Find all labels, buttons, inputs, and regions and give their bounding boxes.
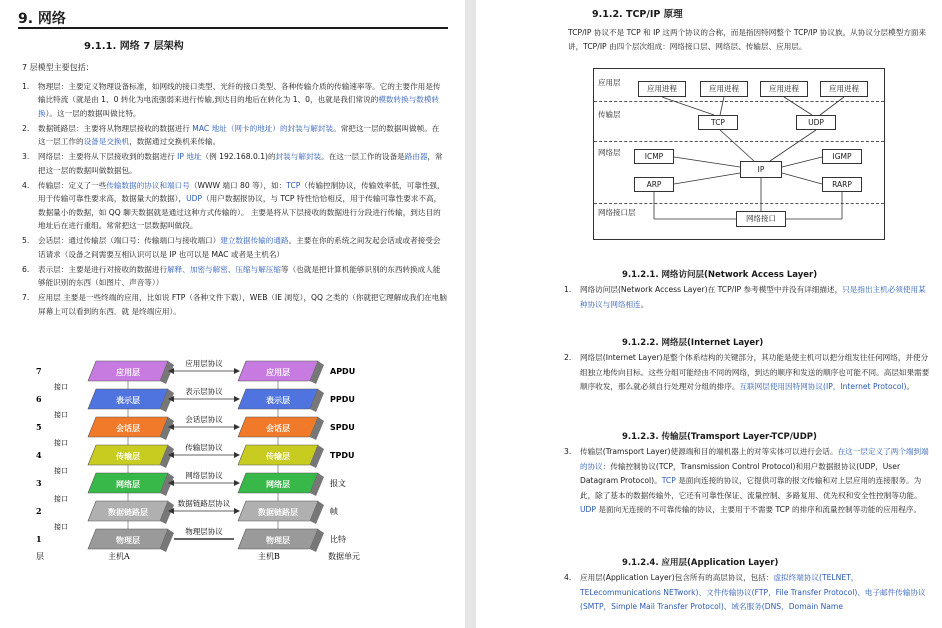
list-number: 4. (22, 181, 30, 191)
body-text: 。 (640, 299, 649, 309)
list-text (38, 80, 447, 120)
tcp-box: TCP (698, 115, 738, 130)
page-gutter (465, 0, 476, 628)
rarp-box: RARP (822, 177, 862, 192)
app-process-box: 应用进程 (820, 81, 868, 97)
ip-box: IP (740, 161, 782, 178)
host-b-layer-label: 数据链路层 (258, 507, 298, 517)
highlighted-text: UDP (580, 505, 596, 515)
chapter-rule (18, 27, 448, 29)
app-process-box: 应用进程 (638, 81, 686, 97)
protocol-label: 数据链路层协议 (177, 499, 231, 508)
body-text: （WWW 端口 80 等），如： (189, 181, 287, 191)
body-text: ，数据通过交换机来传输。 (129, 137, 221, 147)
protocol-label: 物理层协议 (185, 527, 223, 536)
layer-label-transport: 传输层 (598, 110, 621, 119)
subsection-title: 9.1.2.2. 网络层(Internet Layer) (622, 338, 764, 348)
body-text: 。常把这一层的数据叫做帧。在这一层工作的 (38, 123, 440, 147)
right-page (476, 0, 942, 628)
host-a-layer-label: 数据链路层 (108, 507, 148, 517)
interface-label: 接口 (54, 411, 68, 419)
interface-label: 接口 (54, 467, 68, 475)
tcpip-diagram (593, 68, 885, 240)
list-number: 1. (564, 285, 572, 294)
arrow-head (234, 424, 240, 430)
list-number: 7. (22, 293, 30, 303)
arp-box: ARP (634, 177, 674, 192)
list-text (38, 234, 447, 261)
arrow-head (234, 452, 240, 458)
left-page (0, 0, 465, 628)
list-item (22, 234, 447, 261)
list-number: 4. (564, 573, 572, 582)
body-text: 等（也就是把计算机能够识别的东西转换成人能够能识别的东西（如图片、声音等）） (38, 264, 441, 288)
highlighted-text: UDP (186, 194, 203, 204)
tcpip-intro: TCP/IP 协议不是 TCP 和 IP 这两个协议的合称，而是指因特网整个 TCP/IP 协议族。从协议分层模型方面来讲，TCP/IP 由四个层次组成：网络接口层、网络层、传输层、应用层。 (568, 28, 927, 51)
host-a-layer-label: 网络层 (116, 479, 140, 489)
host-b-layer-label: 表示层 (266, 395, 290, 405)
body-text: （用户数据报协议，与 TCP 特性恰恰相反，用于传输可靠性要求不高，数据量小的数据，如 QQ 聊天数据就是通过这种方式传输的）。 主要是将从下层接收的数据进行分段进行传输，到达目的地址后在进行重组。常常把这一层数据叫做段。 (38, 194, 442, 230)
interface-label: 接口 (54, 495, 68, 503)
body-text: ，常把这一层的数据叫做数据包。 (38, 152, 443, 175)
highlighted-text: 设备是交换机 (83, 137, 130, 147)
list-item (22, 122, 447, 149)
body-text: 。 (906, 382, 915, 392)
protocol-label: 表示层协议 (185, 387, 223, 396)
subsection-paragraph (564, 445, 932, 518)
layer-number: 5 (36, 422, 42, 432)
layer-label-network: 网络层 (598, 148, 621, 157)
host-a-label: 主机A (108, 552, 130, 561)
data-unit-label: SPDU (330, 423, 355, 432)
body-text: 网络层(Internet Layer)是整个体系结构的关键部分，其功能是使主机可以把分组发往任何网络，并使分组独立地传向目标。这些分组可能经由不同的网络，到达的顺序和发送的顺序也可能不同。高层如果需要顺序收发，那么就必须自行处理对分组的排序。 (580, 353, 930, 392)
highlighted-text: TCP (286, 181, 301, 191)
igmp-box: IGMP (822, 149, 862, 164)
body-text: 网络层：主要将从下层接收到的数据进行 (38, 152, 178, 162)
tcpip-connectors (594, 69, 886, 241)
host-a-layer-label: 物理层 (116, 535, 140, 545)
highlighted-text: 互联网层使用因特网协议(IP，Internet Protocol) (739, 382, 907, 392)
list-item (22, 263, 447, 290)
list-text (38, 263, 447, 290)
layer-number: 3 (36, 478, 42, 488)
list-text (38, 150, 447, 177)
body-text: 物理层：主要定义物理设备标准，如网线的接口类型、光纤的接口类型、各种传输介质的传输速率等。它的主要作用是传输比特流（就是由 1、0 转化为电流强弱来进行传输,到达目的地后在转化为 1、0，也就是我们常说的 (38, 82, 441, 105)
list-text (38, 291, 447, 318)
interface-label: 接口 (54, 439, 68, 447)
section-title: 9.1.2. TCP/IP 原理 (592, 9, 683, 20)
list-number: 3. (564, 447, 572, 456)
arrow-head (234, 508, 240, 514)
axis-label-layer: 层 (36, 552, 44, 561)
paragraph-text (580, 571, 932, 615)
arrow-head (234, 368, 240, 374)
section-title: 9.1.1. 网络 7 层架构 (84, 41, 184, 52)
highlighted-text: IP 地址 (177, 152, 202, 162)
subsection-title: 9.1.2.4. 应用层(Application Layer) (622, 558, 779, 568)
protocol-label: 网络层协议 (185, 471, 223, 480)
app-process-box: 应用进程 (760, 81, 808, 97)
host-b-layer-label: 会话层 (266, 423, 290, 433)
list-number: 1. (22, 82, 30, 91)
protocol-label: 传输层协议 (185, 443, 223, 452)
highlighted-text: 建立数据传输的通路 (220, 236, 289, 246)
highlighted-text: 在这一层定义了两个端到端的协议 (580, 447, 929, 471)
body-text: （传输控制协议，传输效率低，可靠性强，用于传输可靠性要求高，数据量大的数据）， (38, 181, 445, 204)
subsection-paragraph (564, 351, 932, 395)
highlighted-text: 只是指出主机必须使用某种协议与网络相连 (580, 285, 926, 309)
layer-number: 2 (36, 506, 42, 516)
layer-number: 1 (36, 534, 42, 544)
app-process-box: 应用进程 (700, 81, 748, 97)
protocol-label: 应用层协议 (185, 359, 223, 368)
subsection-title: 9.1.2.1. 网络访问层(Network Access Layer) (622, 270, 818, 280)
host-a-layer-label: 会话层 (116, 423, 140, 433)
intro-text: 7 层模型主要包括： (22, 63, 94, 72)
host-a-layer-label: 表示层 (116, 395, 140, 405)
list-item (22, 80, 447, 120)
data-unit-axis-label: 数据单元 (328, 552, 360, 561)
layer-label-app: 应用层 (598, 78, 621, 87)
body-text: 。在这一层工作的设备是 (321, 152, 405, 162)
body-text: 网络访问层(Network Access Layer)在 TCP/IP 参考模型中并没有详细描述， (580, 285, 843, 294)
icmp-box: ICMP (634, 149, 674, 164)
body-text: ）。这一层的数据叫做比特。 (45, 108, 141, 118)
highlighted-text: 路由器 (404, 152, 428, 162)
subsection-paragraph (564, 571, 932, 615)
layer-number: 4 (36, 450, 42, 460)
udp-box: UDP (796, 115, 836, 130)
data-unit-label: PPDU (330, 395, 355, 404)
list-text (38, 179, 447, 232)
body-text: 应用层 主要是一些终端的应用，比如说 FTP（各种文件下载），WEB（IE 浏览），QQ 之类的（你就把它理解成我们在电脑屏幕上可以看到的东西．就 是终端应用）。 (38, 293, 447, 316)
network-interface-box: 网络接口 (736, 211, 786, 227)
paragraph-text (580, 283, 932, 312)
host-b-layer-label: 应用层 (266, 367, 290, 377)
highlighted-text: 传输数据的协议和端口号 (106, 181, 190, 191)
layer-list (22, 80, 447, 318)
list-number: 2. (564, 353, 572, 362)
arrow-head (234, 396, 240, 402)
highlighted-text: TCP (661, 476, 676, 486)
highlighted-text: 封装与解封装 (275, 152, 322, 162)
highlighted-text: 模数转换与数模转换 (38, 95, 440, 118)
layer-number: 7 (36, 366, 42, 376)
paragraph-text (580, 445, 932, 518)
subsection-paragraph (564, 283, 932, 312)
data-unit-label: 帧 (330, 507, 338, 516)
data-unit-label: 比特 (330, 535, 346, 544)
body-text: 数据链路层：主要将从物理层接收的数据进行 (38, 123, 193, 133)
body-text: 是面向连接的协议，它提供可靠的报文传输和对上层应用的连接服务。为此，除了基本的数据传输外，它还有可靠性保证、流量控制、多路复用、优先权和安全性控制等功能。 (580, 476, 922, 500)
layer-number: 6 (36, 394, 42, 404)
list-item (22, 150, 447, 177)
host-b-label: 主机B (258, 552, 280, 561)
list-text (38, 122, 447, 149)
highlighted-text: MAC 地址（网卡的地址）的封装与解封装 (192, 123, 334, 133)
body-text: 应用层(Application Layer)包含所有的高层协议，包括： (580, 573, 774, 582)
data-unit-label: APDU (330, 367, 356, 376)
highlighted-text: 解释、加密与解密、压缩与解压缩 (167, 264, 281, 274)
body-text: ：传输控制协议(TCP，Transmission Control Protocol)和用户数据报协议(UDP，User Datagram Protocol)。 (580, 461, 901, 486)
data-unit-label: 报文 (330, 479, 346, 488)
host-b-layer-label: 传输层 (266, 451, 290, 461)
body-text: 是面向无连接的不可靠传输的协议，主要用于不需要 TCP 的排序和流量控制等功能的应用程序。 (596, 505, 922, 515)
body-text: 传输层：定义了一些 (38, 181, 107, 191)
paragraph-text (580, 351, 932, 395)
list-item (22, 291, 447, 318)
host-b-layer-label: 物理层 (266, 535, 290, 545)
host-a-layer-label: 应用层 (116, 367, 140, 377)
data-unit-label: TPDU (330, 451, 355, 460)
host-a-layer-label: 传输层 (116, 451, 140, 461)
list-number: 5. (22, 236, 30, 246)
list-item (22, 179, 447, 232)
interface-label: 接口 (54, 523, 68, 531)
osi-diagram (28, 355, 458, 625)
body-text: 传输层(Tramsport Layer)使源端和目的端机器上的对等实体可以进行会话。 (580, 447, 838, 456)
list-number: 3. (22, 152, 30, 162)
body-text: 会话层：通过传输层（端口号：传输端口与接收端口） (38, 236, 221, 246)
subsection-title: 9.1.2.3. 传输层(Tramsport Layer-TCP/UDP) (622, 432, 817, 442)
list-number: 6. (22, 264, 30, 274)
chapter-title: 9. 网络 (18, 11, 66, 27)
highlighted-text: 虚拟终端协议(TELNET，TELecommunications NETwork)、文件传输协议(FTP，File Transfer Protocol)、电子邮件传输协议(SMTP，Simple Mail Transfer Protocol)、域名服务(DNS，Domain Name (580, 573, 926, 612)
arrow-head (234, 480, 240, 486)
interface-label: 接口 (54, 383, 68, 391)
list-number: 2. (22, 123, 30, 133)
protocol-label: 会话层协议 (185, 415, 223, 424)
host-b-layer-label: 网络层 (266, 479, 290, 489)
body-text: 。主要在你的系统之间发起会话或或者接受会话请求（设备之间需要互相认识可以是 IP 也可以是 MAC 或者是主机名） (38, 236, 441, 259)
body-text: （例 192.168.0.1)的 (201, 152, 276, 162)
layer-label-interface: 网络接口层 (598, 208, 636, 217)
body-text: 表示层：主要是进行对接收的数据进行 (38, 264, 168, 274)
